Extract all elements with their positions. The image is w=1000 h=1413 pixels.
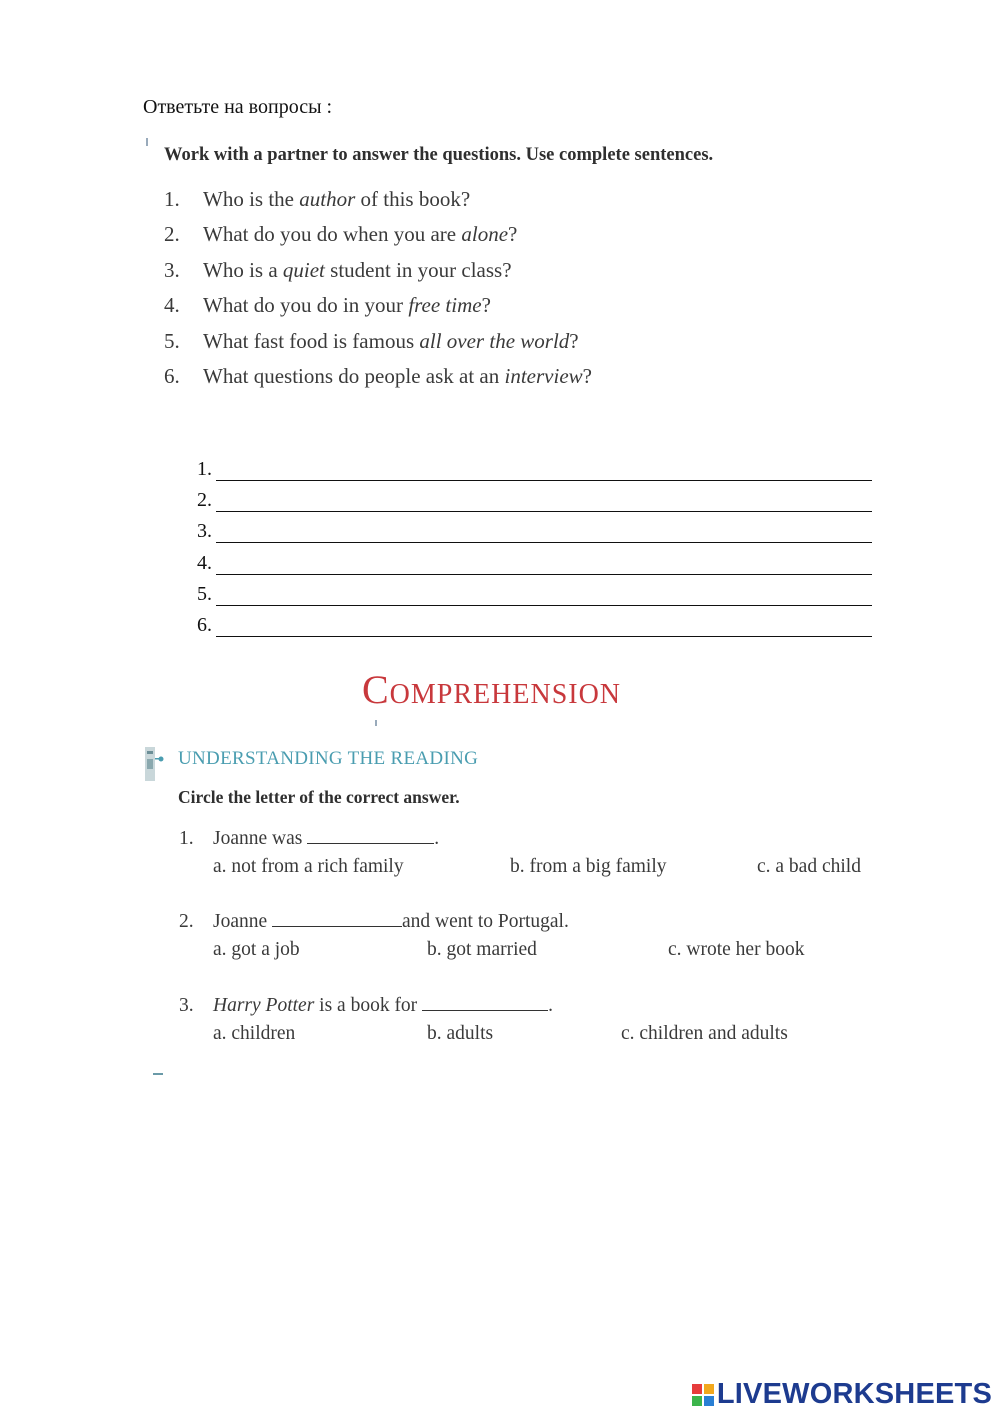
page-header: Ответьте на вопросы : [143, 96, 333, 118]
answer-field[interactable] [216, 542, 872, 543]
margin-tick [146, 138, 148, 146]
mcq-option[interactable]: b. adults [427, 1023, 494, 1044]
mcq-stem: 2. Joanne and went to Portugal. [179, 911, 569, 932]
mcq-stem: 1. Joanne was . [179, 828, 440, 849]
question-item: 1. Who is the author of this book? [164, 187, 471, 211]
mcq-option[interactable]: b. from a big family [510, 856, 667, 877]
section-instruction: Circle the letter of the correct answer. [178, 787, 460, 807]
mcq-item [179, 911, 899, 967]
mcq-item [179, 828, 899, 884]
question-item: 3. Who is a quiet student in your class? [164, 257, 512, 282]
comprehension-title: Comprehension [362, 667, 622, 712]
question-item: 2. What do you do when you are alone? [164, 222, 518, 247]
mcq-option[interactable]: c. a bad child [757, 856, 861, 877]
question-item: 4. What do you do in your free time? [164, 293, 491, 318]
logo-grid-icon [692, 1384, 714, 1406]
question-item: 5. What fast food is famous all over the world? [164, 328, 579, 353]
mcq-option[interactable]: a. not from a rich family [213, 856, 404, 877]
mcq-option[interactable]: b. got married [427, 939, 537, 960]
mcq-stem: 3. Harry Potter is a book for . [179, 995, 553, 1016]
mcq-option[interactable]: c. wrote her book [668, 939, 805, 960]
answer-blank [272, 925, 402, 927]
mcq-option[interactable]: c. children and adults [621, 1023, 788, 1044]
answer-field[interactable] [216, 636, 872, 637]
answer-blank [307, 842, 434, 844]
margin-tick [153, 1073, 163, 1075]
answer-field[interactable] [216, 574, 872, 575]
question-item: 6. What questions do people ask at an interview? [164, 363, 592, 388]
exercise-instruction: Work with a partner to answer the questions. Use complete sentences. [164, 145, 714, 165]
answer-blank [422, 1009, 548, 1011]
answer-field[interactable] [216, 480, 872, 481]
mcq-option[interactable]: a. children [213, 1023, 296, 1044]
question-list [164, 187, 592, 399]
mcq-option[interactable]: a. got a job [213, 939, 300, 960]
answer-field[interactable] [216, 511, 872, 512]
liveworksheets-logo [692, 1378, 992, 1411]
section-marker-icon [143, 745, 165, 785]
logo-text: LIVEWORKSHEETS [716, 1378, 992, 1410]
mcq-item [179, 995, 899, 1051]
section-title: UNDERSTANDING THE READING [178, 748, 479, 769]
answer-field[interactable] [216, 605, 872, 606]
margin-tick [375, 720, 377, 726]
